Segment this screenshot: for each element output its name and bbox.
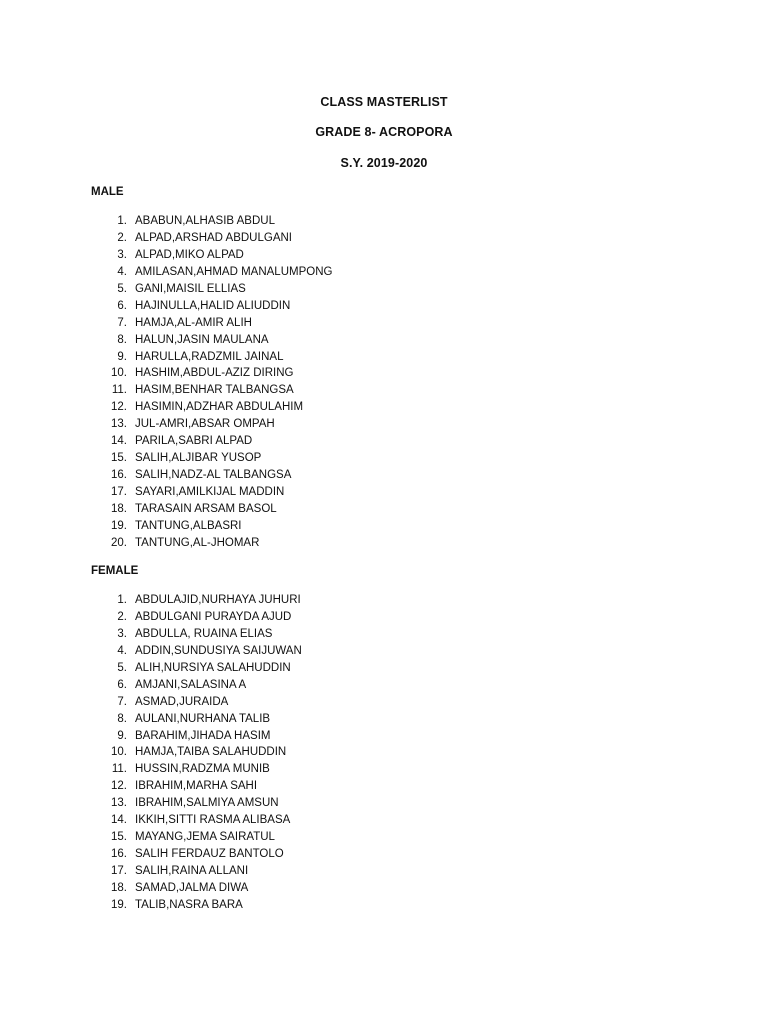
student-row: [0, 677, 768, 694]
student-name: ADDIN,SUNDUSIYA SAIJUWAN: [135, 644, 302, 657]
student-row: [0, 281, 768, 298]
student-row: [0, 643, 768, 660]
student-name: AMILASAN,AHMAD MANALUMPONG: [135, 265, 333, 278]
student-row: [0, 264, 768, 281]
student-number: 16.: [111, 848, 127, 861]
student-name: MAYANG,JEMA SAIRATUL: [135, 831, 275, 844]
student-number: 12.: [111, 780, 127, 793]
student-number: 18.: [111, 881, 127, 894]
document-title: CLASS MASTERLIST: [320, 95, 448, 109]
student-name: SAYARI,AMILKIJAL MADDIN: [135, 486, 285, 498]
student-number: 7.: [117, 695, 127, 708]
student-row: [0, 484, 768, 501]
student-number: 9.: [117, 350, 127, 363]
student-name: HARULLA,RADZMIL JAINAL: [135, 350, 284, 363]
student-number: 7.: [117, 316, 127, 329]
student-number: 15.: [111, 831, 127, 844]
student-name: AMJANI,SALASINA A: [135, 678, 247, 691]
student-row: [0, 213, 768, 230]
student-number: 14.: [111, 814, 127, 827]
student-name: HASIMIN,ADZHAR ABDULAHIM: [135, 401, 304, 414]
student-row: [0, 518, 768, 535]
student-name: HASHIM,ABDUL-AZIZ DIRING: [135, 367, 294, 380]
student-row: [0, 247, 768, 264]
student-name: SALIH FERDAUZ BANTOLO: [135, 848, 284, 861]
student-row: [0, 761, 768, 778]
student-row: [0, 416, 768, 433]
student-number: 9.: [117, 729, 127, 742]
student-row: [0, 728, 768, 745]
student-number: 11.: [111, 763, 127, 776]
student-row: [0, 846, 768, 863]
student-row: [0, 399, 768, 416]
student-name: SAMAD,JALMA DIWA: [135, 881, 249, 894]
male-student-list: [0, 213, 768, 552]
student-row: [0, 609, 768, 626]
student-number: 10.: [111, 746, 127, 759]
student-name: ALPAD,ARSHAD ABDULGANI: [135, 231, 293, 244]
student-row: [0, 812, 768, 829]
student-row: [0, 880, 768, 897]
student-row: [0, 829, 768, 846]
student-name: ABDULGANI PURAYDA AJUD: [135, 610, 292, 623]
student-row: [0, 332, 768, 349]
student-number: 11.: [111, 384, 127, 397]
student-row: [0, 897, 768, 914]
student-name: IBRAHIM,MARHA SAHI: [135, 780, 258, 793]
student-name: TANTUNG,ALBASRI: [135, 519, 242, 532]
student-number: 4.: [117, 265, 127, 278]
student-row: [0, 365, 768, 382]
student-name: AULANI,NURHANA TALIB: [135, 712, 271, 725]
student-name: TANTUNG,AL-JHOMAR: [135, 536, 260, 549]
student-number: 6.: [117, 299, 127, 312]
student-number: 10.: [111, 367, 127, 380]
student-name: ABDULLA, RUAINA ELIAS: [135, 627, 273, 640]
student-name: PARILA,SABRI ALPAD: [135, 435, 253, 448]
student-row: [0, 592, 768, 609]
student-name: SALIH,RAINA ALLANI: [135, 865, 249, 877]
student-number: 1.: [117, 594, 127, 606]
student-number: 3.: [117, 627, 127, 640]
student-row: [0, 433, 768, 450]
student-row: [0, 230, 768, 247]
student-number: 19.: [111, 898, 127, 911]
student-name: TARASAIN ARSAM BASOL: [135, 502, 277, 515]
student-name: HAMJA,AL-AMIR ALIH: [135, 316, 252, 329]
student-number: 8.: [117, 333, 127, 346]
student-row: [0, 382, 768, 399]
student-name: ASMAD,JURAIDA: [135, 695, 229, 708]
student-number: 5.: [117, 661, 127, 674]
student-name: IBRAHIM,SALMIYA AMSUN: [135, 797, 279, 810]
student-name: HUSSIN,RADZMA MUNIB: [135, 763, 270, 776]
student-number: 15.: [111, 452, 127, 465]
student-number: 4.: [117, 644, 127, 657]
student-name: HAMJA,TAIBA SALAHUDDIN: [135, 746, 287, 759]
student-number: 18.: [111, 502, 127, 515]
student-row: [0, 863, 768, 880]
student-row: [0, 626, 768, 643]
student-number: 1.: [117, 215, 127, 227]
student-number: 14.: [111, 435, 127, 448]
student-name: HALUN,JASIN MAULANA: [135, 333, 269, 346]
student-number: 2.: [117, 610, 127, 623]
student-name: HAJINULLA,HALID ALIUDDIN: [135, 299, 291, 312]
student-name: IKKIH,SITTI RASMA ALIBASA: [135, 814, 291, 827]
student-row: [0, 535, 768, 552]
student-name: SALIH,NADZ-AL TALBANGSA: [135, 469, 292, 482]
student-number: 12.: [111, 401, 127, 414]
student-number: 8.: [117, 712, 127, 725]
school-year: S.Y. 2019-2020: [340, 156, 428, 170]
student-number: 13.: [111, 418, 127, 431]
student-number: 5.: [117, 282, 127, 295]
student-row: [0, 298, 768, 315]
student-row: [0, 711, 768, 728]
student-number: 20.: [111, 536, 127, 549]
student-row: [0, 315, 768, 332]
student-number: 17.: [111, 865, 127, 877]
student-number: 3.: [117, 248, 127, 261]
student-row: [0, 450, 768, 467]
student-name: SALIH,ALJIBAR YUSOP: [135, 452, 262, 465]
student-name: BARAHIM,JIHADA HASIM: [135, 729, 271, 742]
student-row: [0, 744, 768, 761]
student-row: [0, 778, 768, 795]
student-number: 13.: [111, 797, 127, 810]
student-row: [0, 694, 768, 711]
student-name: ALIH,NURSIYA SALAHUDDIN: [135, 661, 291, 674]
student-number: 19.: [111, 519, 127, 532]
student-name: ABDULAJID,NURHAYA JUHURI: [135, 594, 301, 606]
student-number: 6.: [117, 678, 127, 691]
student-name: JUL-AMRI,ABSAR OMPAH: [135, 418, 275, 431]
student-row: [0, 349, 768, 366]
female-student-list: [0, 592, 768, 914]
female-section-label: FEMALE: [91, 565, 139, 577]
student-name: HASIM,BENHAR TALBANGSA: [135, 384, 294, 397]
student-row: [0, 467, 768, 484]
student-number: 2.: [117, 231, 127, 244]
student-name: ALPAD,MIKO ALPAD: [135, 248, 244, 261]
student-number: 16.: [111, 469, 127, 482]
student-name: TALIB,NASRA BARA: [135, 898, 243, 911]
student-row: [0, 660, 768, 677]
student-name: GANI,MAISIL ELLIAS: [135, 282, 246, 295]
student-name: ABABUN,ALHASIB ABDUL: [135, 215, 275, 227]
student-row: [0, 795, 768, 812]
male-section-label: MALE: [91, 186, 124, 198]
grade-section: GRADE 8- ACROPORA: [315, 125, 453, 139]
student-number: 17.: [111, 486, 127, 498]
student-row: [0, 501, 768, 518]
